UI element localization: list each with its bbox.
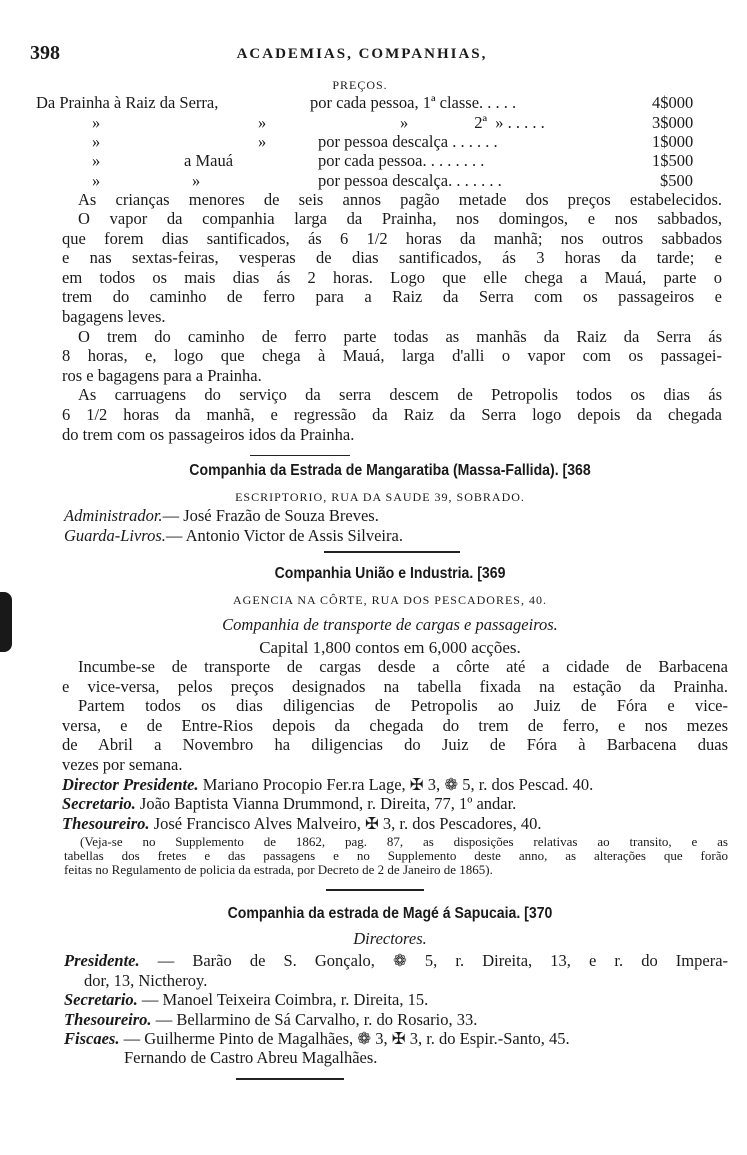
staff-role: Guarda-Livros. [64, 526, 166, 545]
staff-name: — Bellarmino de Sá Carvalho, r. do Rosario, 33. [155, 1010, 478, 1029]
section-subtitle: Directores. [353, 929, 427, 948]
prices-heading: PREÇOS. [332, 78, 388, 92]
capital-line: Capital 1,800 contos em 6,000 acções. [259, 638, 521, 657]
text-line: 8 horas, e, logo que chega à Mauá, larga d'alli o vapor com os passagei- [62, 346, 722, 365]
section-address: AGENCIA NA CÔRTE, RUA DOS PESCADORES, 40. [233, 593, 547, 607]
staff-name: — Antonio Victor de Assis Silveira. [165, 526, 403, 545]
price-route: » [258, 132, 267, 151]
text-line: em todos os mais dias ás 2 horas. Logo que elle chega a Mauá, parte o [62, 268, 722, 287]
price-value: 1$500 [652, 151, 694, 170]
text-line: Incumbe-se de transporte de cargas desde a côrte até a cidade de Barbacena [78, 657, 728, 676]
running-title: ACADEMIAS, COMPANHIAS, [236, 46, 488, 62]
price-desc: por cada pessoa. . . . . . . . [318, 151, 485, 170]
section-address: ESCRIPTORIO, RUA DA SAUDE 39, SOBRADO. [235, 490, 525, 504]
note-line: feitas no Regulamento de policia da estrada, por Decreto de 2 de Janeiro de 1865). [64, 862, 493, 877]
text-line: ros e bagagens para a Prainha. [62, 366, 262, 385]
text-line: O vapor da companhia larga da Prainha, nos domingos, e nos sabbados, [78, 209, 722, 228]
staff-role: Thesoureiro. [64, 1010, 152, 1029]
staff-name: — Guilherme Pinto de Magalhães, ❁ 3, ✠ 3, r. do Espir.-Santo, 45. [123, 1029, 570, 1048]
price-route: » [192, 171, 201, 190]
price-desc: por pessoa descalça. . . . . . . [318, 171, 502, 190]
text-line: O trem do caminho de ferro parte todas as manhãs da Raiz da Serra ás [78, 327, 722, 346]
price-desc: por cada pessoa, 1ª classe. . . . . [310, 93, 517, 112]
price-route: » [92, 132, 101, 151]
price-route: » [258, 113, 267, 132]
section-divider [324, 551, 460, 553]
text-line: vezes por semana. [62, 755, 183, 774]
staff-name: João Baptista Vianna Drummond, r. Direita, 77, 1º andar. [139, 794, 517, 813]
section-divider [250, 455, 350, 456]
staff-role: Secretario. [64, 990, 138, 1009]
staff-name: — José Frazão de Souza Breves. [162, 506, 379, 525]
text-line: bagagens leves. [62, 307, 166, 326]
price-value: $500 [660, 171, 693, 190]
price-route: » [92, 171, 101, 190]
section-title: Companhia da Estrada de Mangaratiba (Massa-Fallida). [368 [189, 462, 591, 479]
price-value: 4$000 [652, 93, 694, 112]
price-route: a Mauá [184, 151, 234, 170]
section-title: Companhia da estrada de Magé á Sapucaia. [370 [227, 905, 553, 922]
price-value: 3$000 [652, 113, 694, 132]
staff-role: Presidente. [64, 951, 140, 970]
page-number: 398 [30, 42, 60, 64]
staff-name: Mariano Procopio Fer.ra Lage, ✠ 3, ❁ 5, r. dos Pescad. 40. [202, 775, 594, 794]
staff-role: Director Presidente. [62, 775, 199, 794]
text-line: que forem dias santificados, ás 6 1/2 horas da manhã; nos outros sabbados [62, 229, 722, 248]
scan-margin-blot [0, 592, 12, 652]
staff-role: Secretario. [62, 794, 136, 813]
text-line: Partem todos os dias diligencias de Petropolis ao Juiz de Fóra e vice- [78, 696, 728, 715]
text-line: de Abril a Novembro ha diligencias do Juiz de Fóra à Barbacena duas [62, 735, 728, 754]
text-line: e nas sextas-feiras, vesperas de dias santificados, ás 3 horas da tarde; e [62, 248, 722, 267]
section-title: Companhia União e Industria. [369 [274, 565, 506, 582]
price-desc: » 2ª » . . . . . [400, 113, 545, 132]
text-line: As carruagens do serviço da serra descem de Petropolis todos os dias ás [78, 385, 722, 404]
text-line: versa, e de Entre-Rios depois da chegada do trem de ferro, e nos mezes [62, 716, 728, 735]
staff-role: Fiscaes. [64, 1029, 120, 1048]
staff-name: Fernando de Castro Abreu Magalhães. [124, 1048, 378, 1067]
text-line: trem do caminho de ferro para a Raiz da Serra com os passageiros e [62, 287, 722, 306]
price-desc: por pessoa descalça . . . . . . [318, 132, 498, 151]
text-line: do trem com os passageiros idos da Prainha. [62, 425, 355, 444]
price-route: Da Prainha à Raiz da Serra, [36, 93, 219, 112]
text-line: As crianças menores de seis annos pagão metade dos preços estabelecidos. [78, 190, 722, 209]
staff-role: Thesoureiro. [62, 814, 150, 833]
price-value: 1$000 [652, 132, 694, 151]
staff-name: — Manoel Teixeira Coimbra, r. Direita, 15. [141, 990, 429, 1009]
section-divider [236, 1078, 344, 1080]
note-line: (Veja-se no Supplemento de 1862, pag. 87, as disposições relativas ao transito, e as [80, 835, 728, 849]
note-line: tabellas dos fretes e das passagens e no Supplemento deste anno, as alterações que forão [64, 849, 728, 863]
section-subtitle: Companhia de transporte de cargas e passageiros. [222, 615, 558, 634]
staff-name: — Barão de S. Gonçalo, ❁ 5, r. Direita, 13, e r. do Impera- [157, 951, 728, 970]
price-route: » [92, 113, 101, 132]
staff-role: Administrador. [64, 506, 163, 525]
text-line: 6 1/2 horas da manhã, e regressão da Raiz da Serra logo depois da chegada [62, 405, 722, 424]
staff-name: José Francisco Alves Malveiro, ✠ 3, r. dos Pescadores, 40. [153, 814, 542, 833]
text-line: e vice-versa, pelos preços designados na tabella fixada na estação da Prainha. [62, 677, 728, 696]
price-route: » [92, 151, 101, 170]
section-divider [326, 889, 424, 891]
staff-name: dor, 13, Nictheroy. [84, 971, 208, 990]
